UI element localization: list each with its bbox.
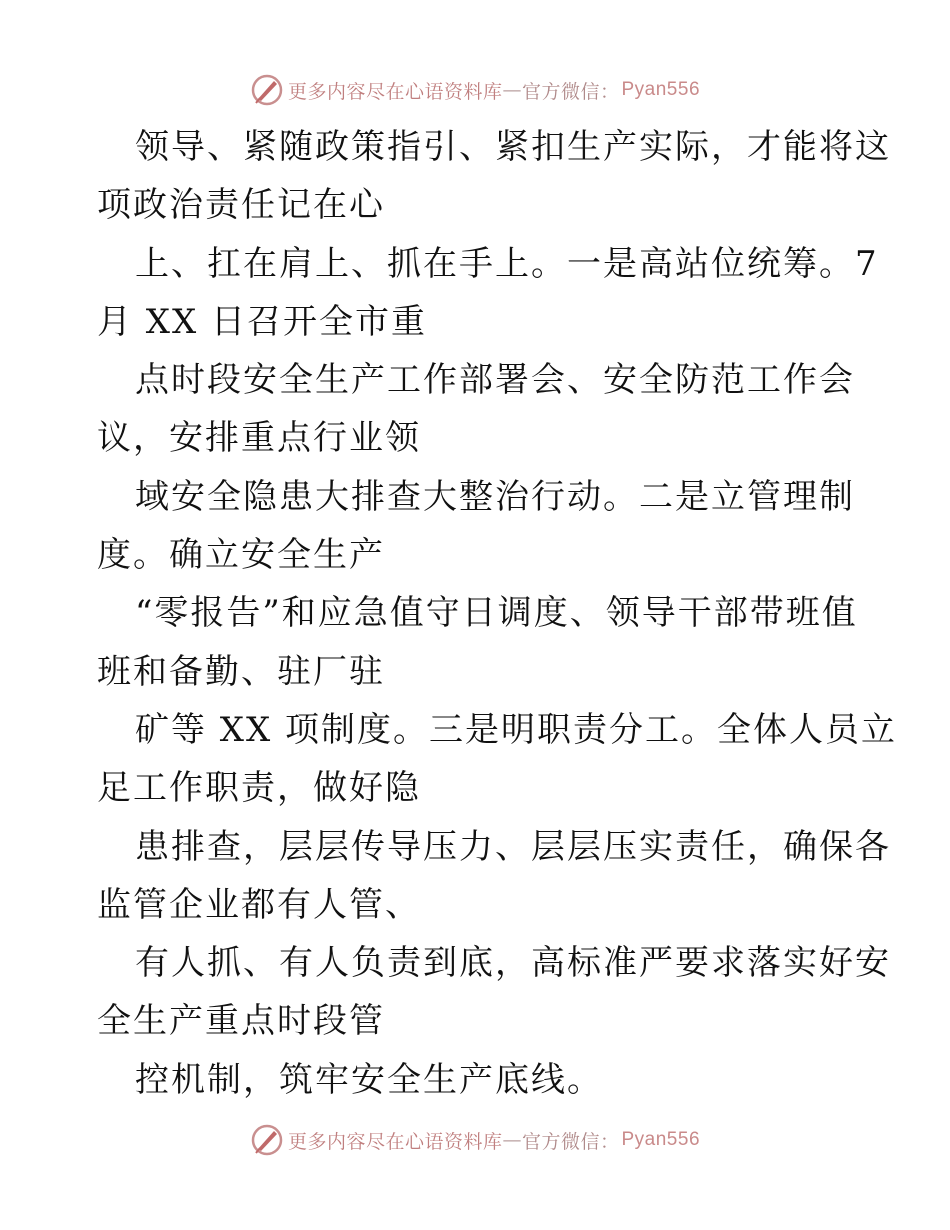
quill-pen-circle-icon: [250, 1123, 284, 1157]
footer-watermark: [0, 1120, 950, 1160]
watermark-text: 更多内容尽在心语资料库: [287, 80, 503, 103]
body-paragraph: [97, 118, 898, 1109]
text-line: 患排查，层层传导压力、层层压实责任，确保各: [135, 826, 891, 867]
text-line: 月 XX 日召开全市重: [97, 301, 428, 342]
watermark-separator: —: [502, 1129, 522, 1151]
text-line: 控机制，筑牢安全生产底线。: [135, 1059, 603, 1100]
watermark-text: 更多内容尽在心语资料库: [287, 1130, 503, 1153]
text-line: 有人抓、有人负责到底，高标准严要求落实好安: [135, 943, 891, 984]
text-line: 度。确立安全生产: [97, 535, 385, 576]
text-line: 班和备勤、驻厂驻: [97, 651, 385, 692]
text-line: 点时段安全生产工作部署会、安全防范工作会: [135, 360, 855, 401]
text-line: 议，安排重点行业领: [97, 418, 421, 459]
watermark-wechat-id: Pyan556: [621, 1129, 701, 1150]
text-line: “零报告”和应急值守日调度、领导干部带班值: [135, 593, 858, 634]
text-line: 上、扛在肩上、抓在手上。一是高站位统筹。7: [135, 243, 879, 284]
text-line: 足工作职责，做好隐: [97, 768, 421, 809]
watermark-separator: —: [502, 79, 522, 101]
text-line: 域安全隐患大排查大整治行动。二是立管理制: [135, 476, 855, 517]
header-watermark: [0, 70, 950, 110]
text-line: 矿等 XX 项制度。三是明职责分工。全体人员立: [135, 709, 898, 750]
watermark-wechat-label: 官方微信：: [521, 80, 620, 103]
text-line: 领导、紧随政策指引、紧扣生产实际，才能将这: [135, 127, 891, 167]
text-line: 全生产重点时段管: [97, 1001, 385, 1042]
watermark-wechat-label: 官方微信：: [521, 1130, 620, 1153]
watermark-wechat-id: Pyan556: [621, 79, 701, 100]
text-line: 监管企业都有人管、: [97, 884, 421, 925]
text-line: 项政治责任记在心: [97, 185, 385, 226]
quill-pen-circle-icon: [250, 73, 284, 107]
